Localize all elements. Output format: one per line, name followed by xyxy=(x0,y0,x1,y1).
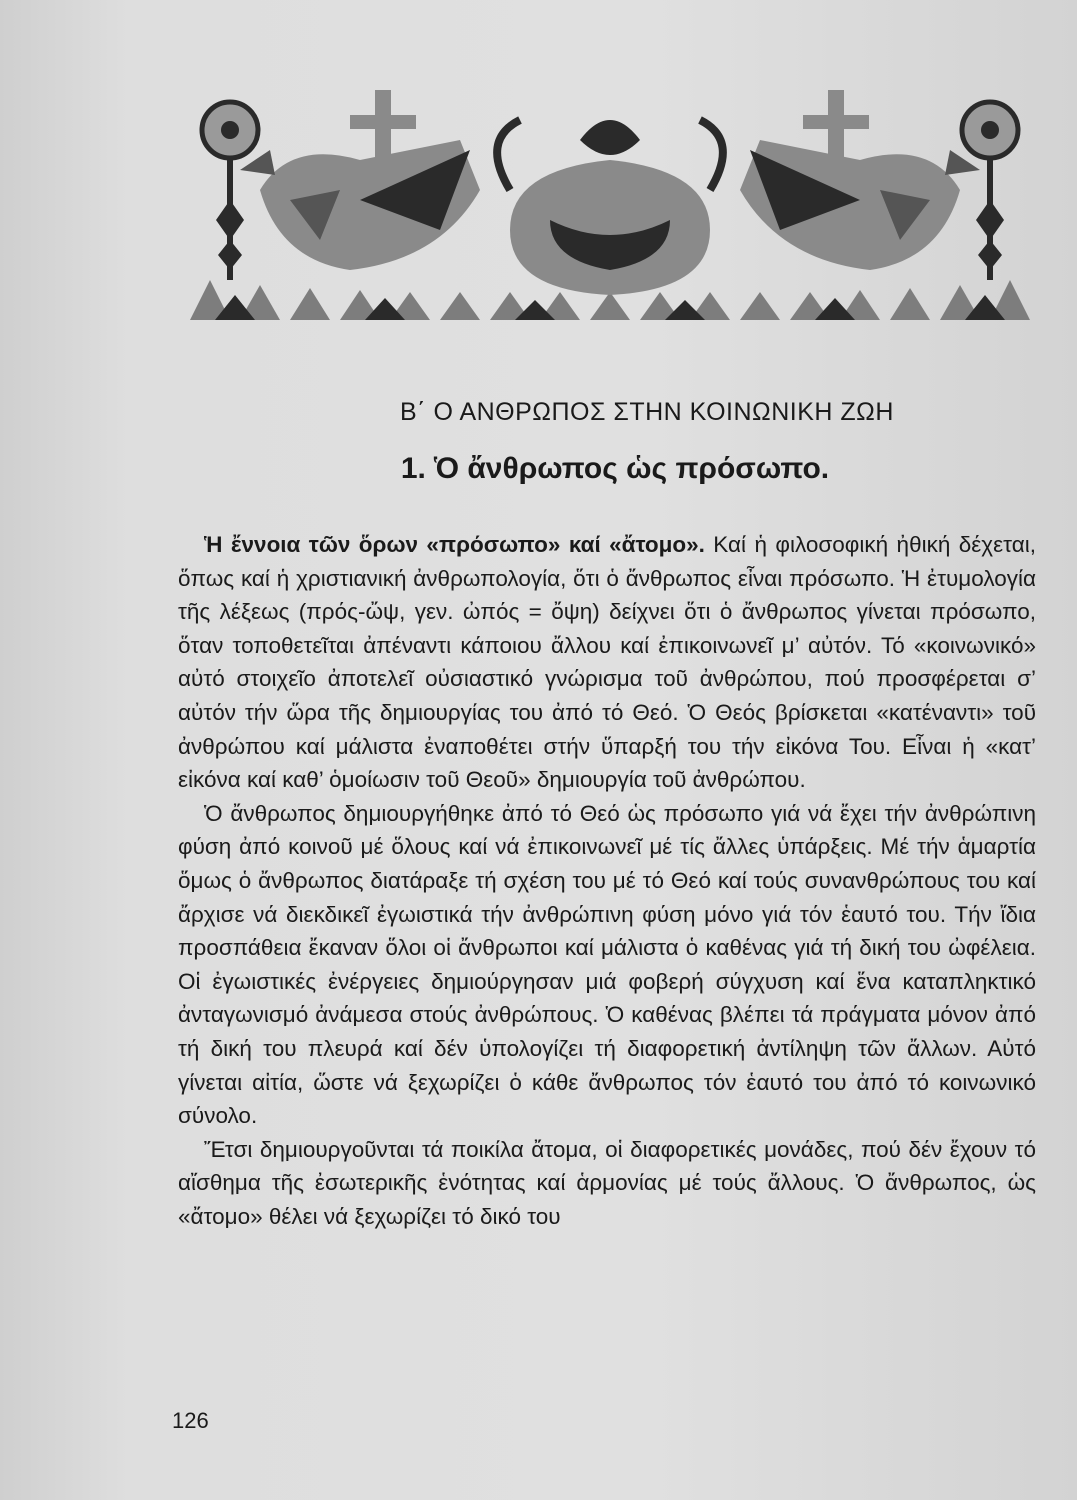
byzantine-mosaic-birds-icon xyxy=(180,80,1040,330)
paragraph-text: Καί ἡ φιλοσοφική ἠθική δέχεται, ὅπως καί ἡ χριστιανική ἀνθρωπολογία, ὅτι ὁ ἄνθρωπος εἶναι πρόσωπο. Ἡ ἐτυμολογία τῆς λέξεως (πρός-ὤψ, γεν. ὠπός = ὄψη) δείχνει ὅτι ὁ ἄνθρωπος γίνεται πρόσωπο, ὅταν τοποθετεῖται ἀπέναντι κάποιου ἄλλου καί ἐπικοινωνεῖ μ’ αὐτόν. Τό «κοινωνικό» αὐτό στοιχεῖο ἀποτελεῖ οὐσιαστικό γνώρισμα τοῦ ἀνθρώπου, πού προσφέρεται σ’ αὐτόν τήν ὥρα τῆς δημιουργίας του ἀπό τό Θεό. Ὁ Θεός βρίσκεται «κατέναντι» τοῦ ἀνθρώπου καί μάλιστα ἐναποθέτει στήν ὕπαρξή του τήν εἰκόνα Του. Εἶναι ἡ «κατ’ εἰκόνα καί καθ’ ὁμοίωσιν τοῦ Θεοῦ» δημιουργία τοῦ ἀνθρώπου. xyxy=(178,532,1036,793)
chapter-heading: Β΄ Ο ΑΝΘΡΩΠΟΣ ΣΤΗΝ ΚΟΙΝΩΝΙΚΗ ΖΩΗ xyxy=(400,398,894,426)
paragraph xyxy=(178,1133,1036,1234)
paragraph xyxy=(178,528,1036,797)
page-number: 126 xyxy=(172,1408,209,1433)
paragraph-text: Ὁ ἄνθρωπος δημιουργήθηκε ἀπό τό Θεό ὡς πρόσωπο γιά νά ἔχει τήν ἀνθρώπινη φύση ἀπό κοινοῦ μέ ὅλους καί νά ἐπικοινωνεῖ μέ τίς ἄλλες ὑπάρξεις. Μέ τήν ἁμαρτία ὅμως ὁ ἄνθρωπος διατάραξε τή σχέση του μέ τό Θεό καί τούς συνανθρώπους του καί ἄρχισε νά διεκδικεῖ ἐγωιστικά τήν ἀνθρώπινη φύση μόνο γιά τόν ἑαυτό του. Τήν ἴδια προσπάθεια ἔκαναν ὅλοι οἱ ἄνθρωποι καί μάλιστα ὁ καθένας γιά τή δική του ὠφέλεια. Οἱ ἐγωιστικές ἐνέργειες δημιούργησαν μιά φοβερή σύγχυση καί ἕνα καταπληκτικό ἀνταγωνισμό ἀνάμεσα στούς ἀνθρώπους. Ὁ καθένας βλέπει τά πράγματα μόνον ἀπό τή δική του πλευρά καί δέν ὑπολογίζει τή διαφορετική ἀντίληψη τῶν ἄλλων. Αὐτό γίνεται αἰτία, ὥστε νά ξεχωρίζει ὁ κάθε ἄνθρωπος τόν ἑαυτό του ἀπό τό κοινωνικό σύνολο. xyxy=(178,800,1036,1129)
body-text xyxy=(178,528,1036,1233)
paragraph xyxy=(178,797,1036,1133)
section-title: 1. Ὁ ἄνθρωπος ὡς πρόσωπο. xyxy=(400,452,830,485)
paragraph-lead: Ἡ ἔννοια τῶν ὅρων «πρόσωπο» καί «ἄτομο». xyxy=(204,532,705,557)
paragraph-text: Ἔτσι δημιουργοῦνται τά ποικίλα ἄτομα, οἱ διαφορετικές μονάδες, πού δέν ἔχουν τό αἴσθημα τῆς ἐσωτερικῆς ἑνότητας καί ἁρμονίας μέ τούς ἄλλους. Ὁ ἄνθρωπος, ὡς «ἄτομο» θέλει νά ξεχωρίζει τό δικό του xyxy=(178,1136,1036,1229)
